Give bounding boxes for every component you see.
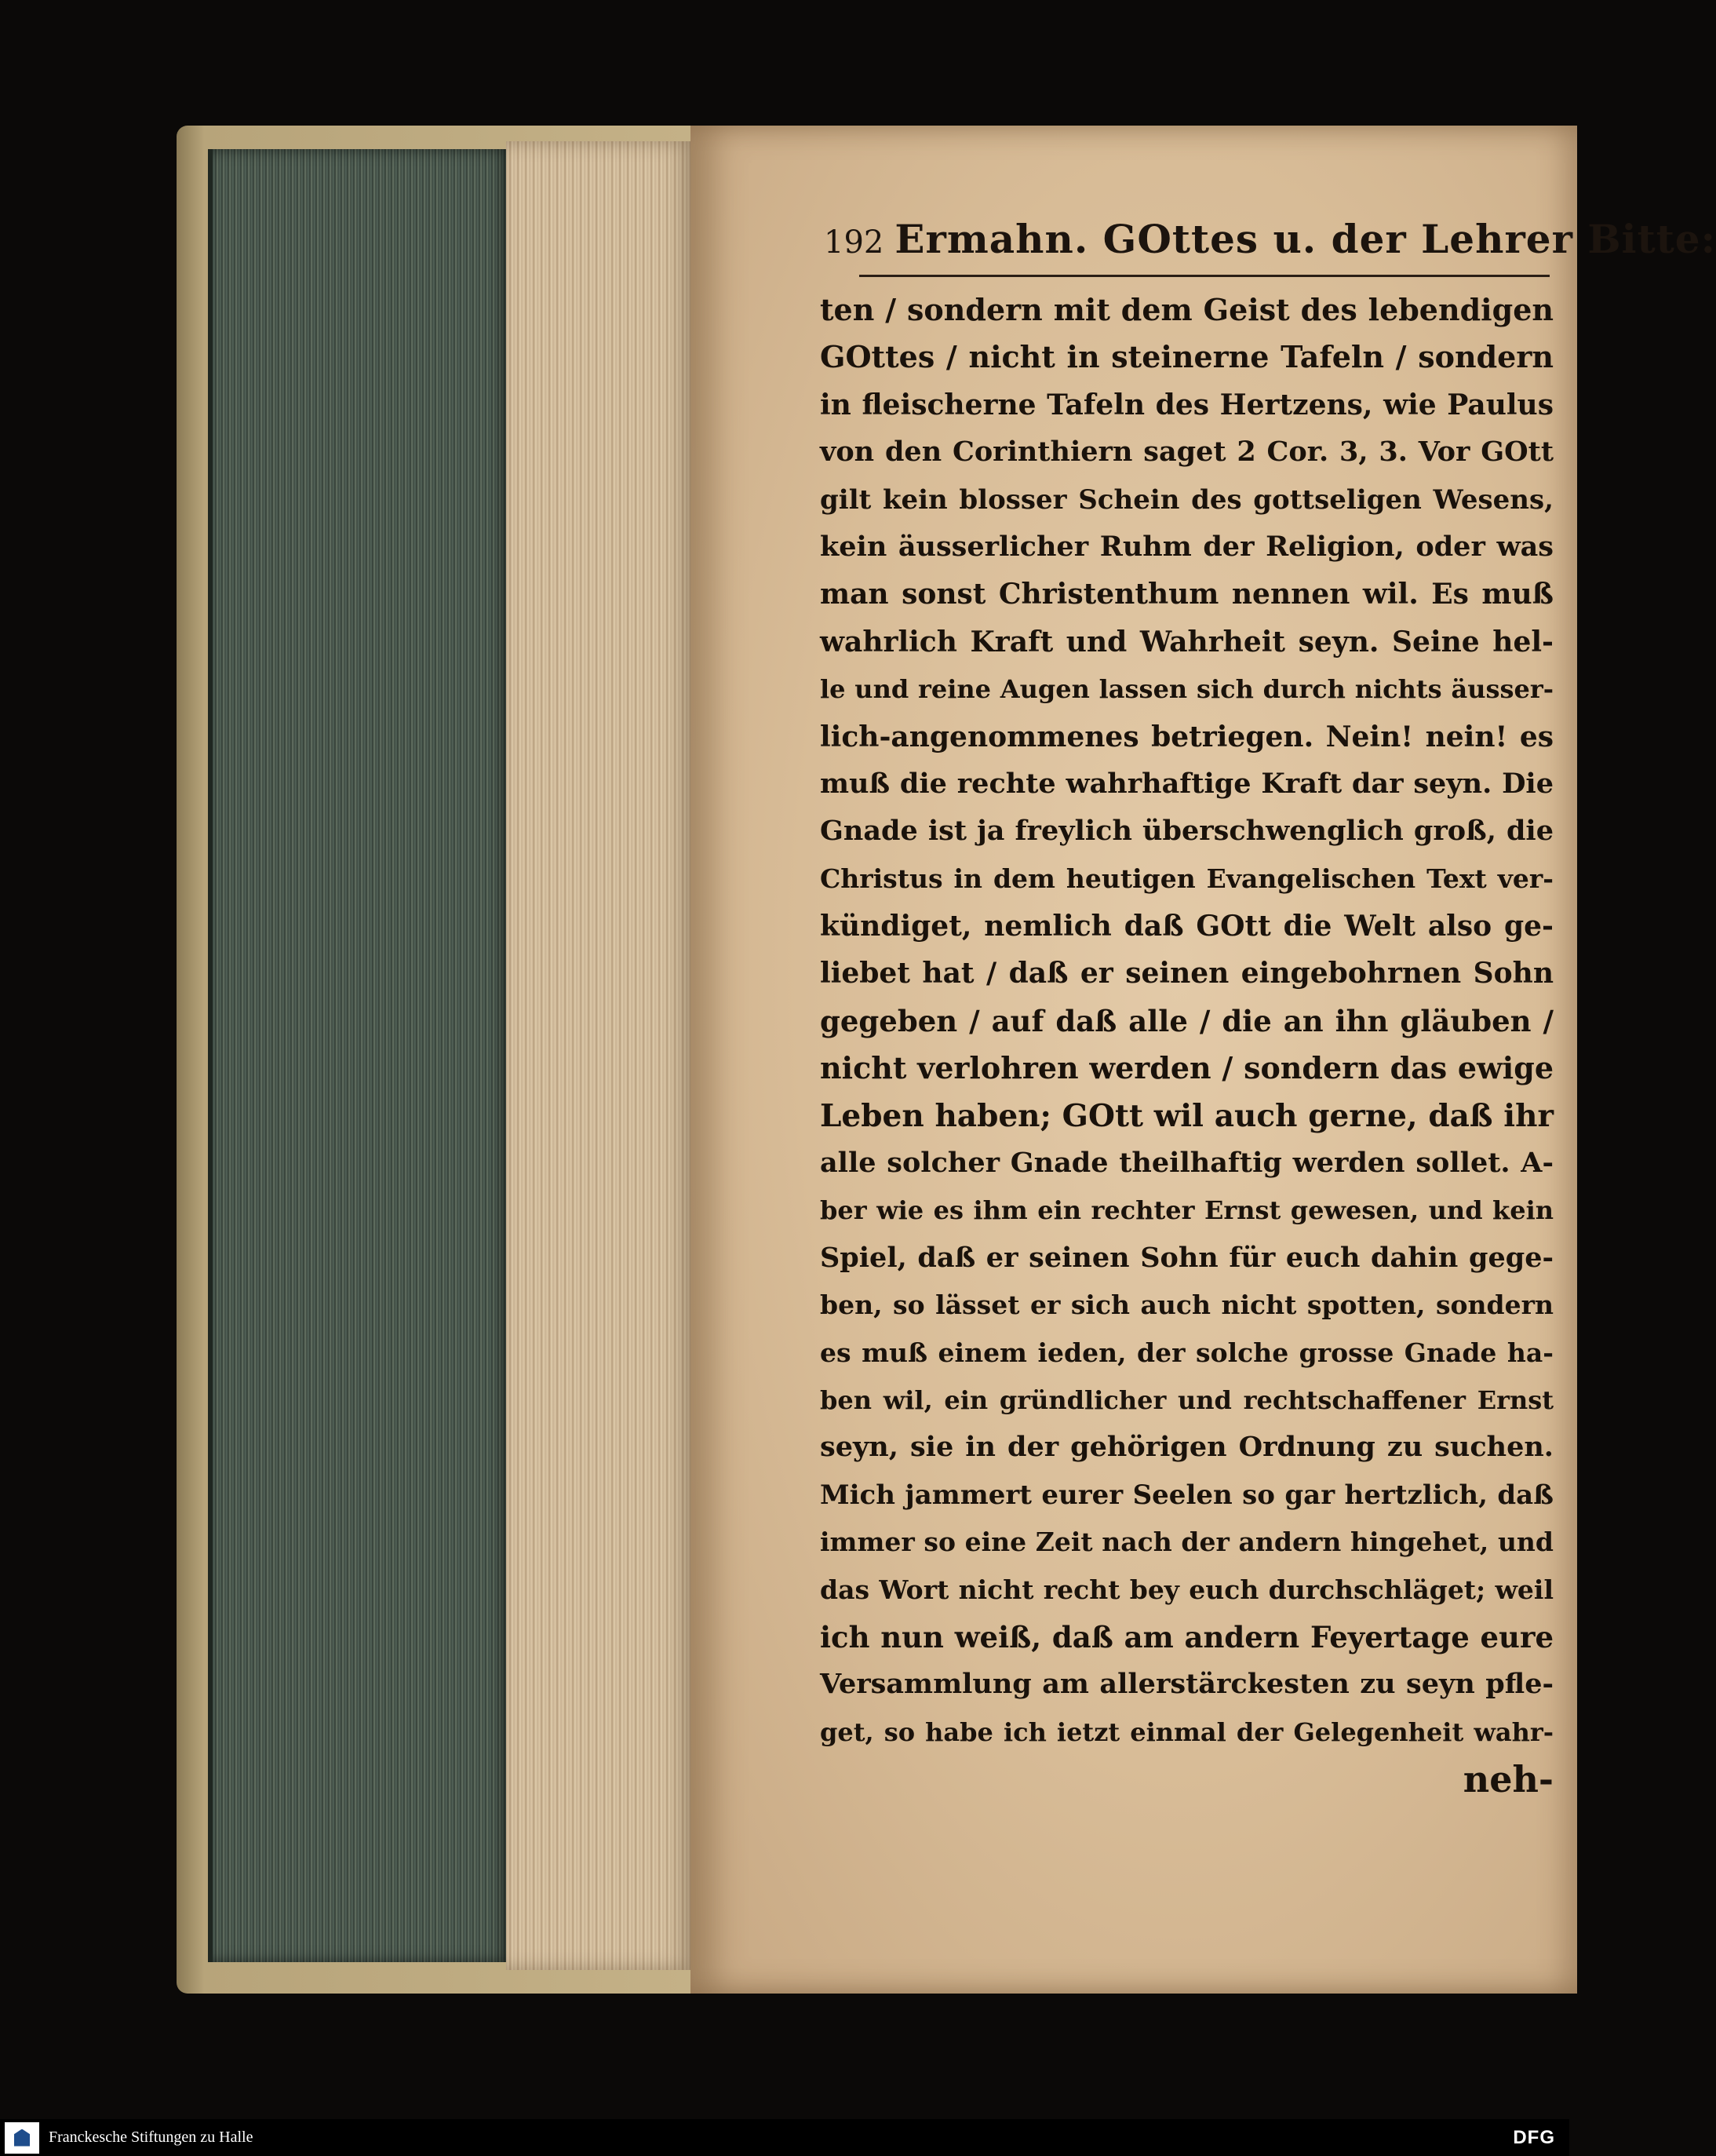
text-line: Gnade ist ja freylich überschwenglich groß, die [820, 815, 1554, 848]
text-line: muß die rechte wahrhaftige Kraft dar seyn. Die [820, 767, 1554, 800]
footer-institution-link[interactable]: Franckesche Stiftungen zu Halle [49, 2129, 253, 2146]
text-line: ich nun weiß, daß am andern Feyertage eure [820, 1619, 1554, 1654]
text-line: ben, so lässet er sich auch nicht spotten, sondern [820, 1290, 1554, 1321]
text-line: lich-angenommenes betriegen. Nein! nein! es [820, 720, 1554, 753]
book [177, 126, 1716, 1994]
page-edges-dark [208, 149, 511, 1962]
institution-logo-icon[interactable] [5, 2122, 39, 2154]
text-line: gegeben / auf daß alle / die an ihn gläuben / [820, 1003, 1554, 1038]
text-line: ben wil, ein gründlicher und rechtschaffener Ernst [820, 1384, 1554, 1415]
catchword: neh- [1463, 1758, 1554, 1801]
text-line: man sonst Christenthum nennen wil. Es muß [820, 578, 1554, 611]
text-line: le und reine Augen lassen sich durch nichts äusser- [820, 674, 1554, 705]
text-line: kein äusserlicher Ruhm der Religion, oder was [820, 530, 1554, 563]
dfg-logo[interactable]: DFG [1513, 2126, 1555, 2148]
text-line: Mich jammert eurer Seelen so gar hertzlich, daß [820, 1479, 1554, 1511]
text-line: wahrlich Kraft und Wahrheit seyn. Seine hel- [820, 625, 1554, 658]
text-line: gilt kein blosser Schein des gottseligen Wesens, [820, 483, 1554, 516]
page-number: 192 [824, 224, 884, 261]
text-line: nicht verlohren werden / sondern das ewige [820, 1050, 1554, 1086]
book-page [690, 126, 1716, 1994]
text-line: Versammlung am allerstärckesten zu seyn pfle- [820, 1668, 1554, 1701]
header-rule [859, 275, 1550, 277]
text-line: immer so eine Zeit nach der andern hingehet, und [820, 1527, 1554, 1558]
text-line: ber wie es ihm ein rechter Ernst gewesen, und kein [820, 1195, 1554, 1226]
text-line: Christus in dem heutigen Evangelischen Text ver- [820, 863, 1554, 894]
footer-bar [0, 2119, 1569, 2156]
text-line: alle solcher Gnade theilhaftig werden sollet. A- [820, 1147, 1554, 1180]
text-line: das Wort nicht recht bey euch durchschläget; weil [820, 1574, 1554, 1605]
text-line: kündiget, nemlich daß GOtt die Welt also ge- [820, 910, 1554, 943]
text-line: Leben haben; GOtt wil auch gerne, daß ihr [820, 1097, 1554, 1134]
text-line: in fleischerne Tafeln des Hertzens, wie Paulus [820, 388, 1554, 421]
page-edges-light [506, 141, 694, 1970]
text-line: seyn, sie in der gehörigen Ordnung zu suchen. [820, 1431, 1554, 1464]
body-text [820, 286, 1554, 1804]
text-line: Spiel, daß er seinen Sohn für euch dahin gege- [820, 1241, 1554, 1274]
running-head-title: Ermahn. GOttes u. der Lehrer Bitte: [894, 216, 1716, 262]
running-head [824, 216, 1716, 262]
text-line: GOttes / nicht in steinerne Tafeln / sondern [820, 339, 1554, 375]
text-line: ten / sondern mit dem Geist des lebendigen [820, 292, 1554, 327]
text-line: es muß einem ieden, der solche grosse Gnade ha- [820, 1337, 1554, 1368]
text-line: liebet hat / daß er seinen eingebohrnen Sohn [820, 957, 1554, 990]
text-line: get, so habe ich ietzt einmal der Gelegenheit wahr- [820, 1716, 1554, 1747]
text-line: von den Corinthiern saget 2 Cor. 3, 3. Vor GOtt [820, 436, 1554, 469]
